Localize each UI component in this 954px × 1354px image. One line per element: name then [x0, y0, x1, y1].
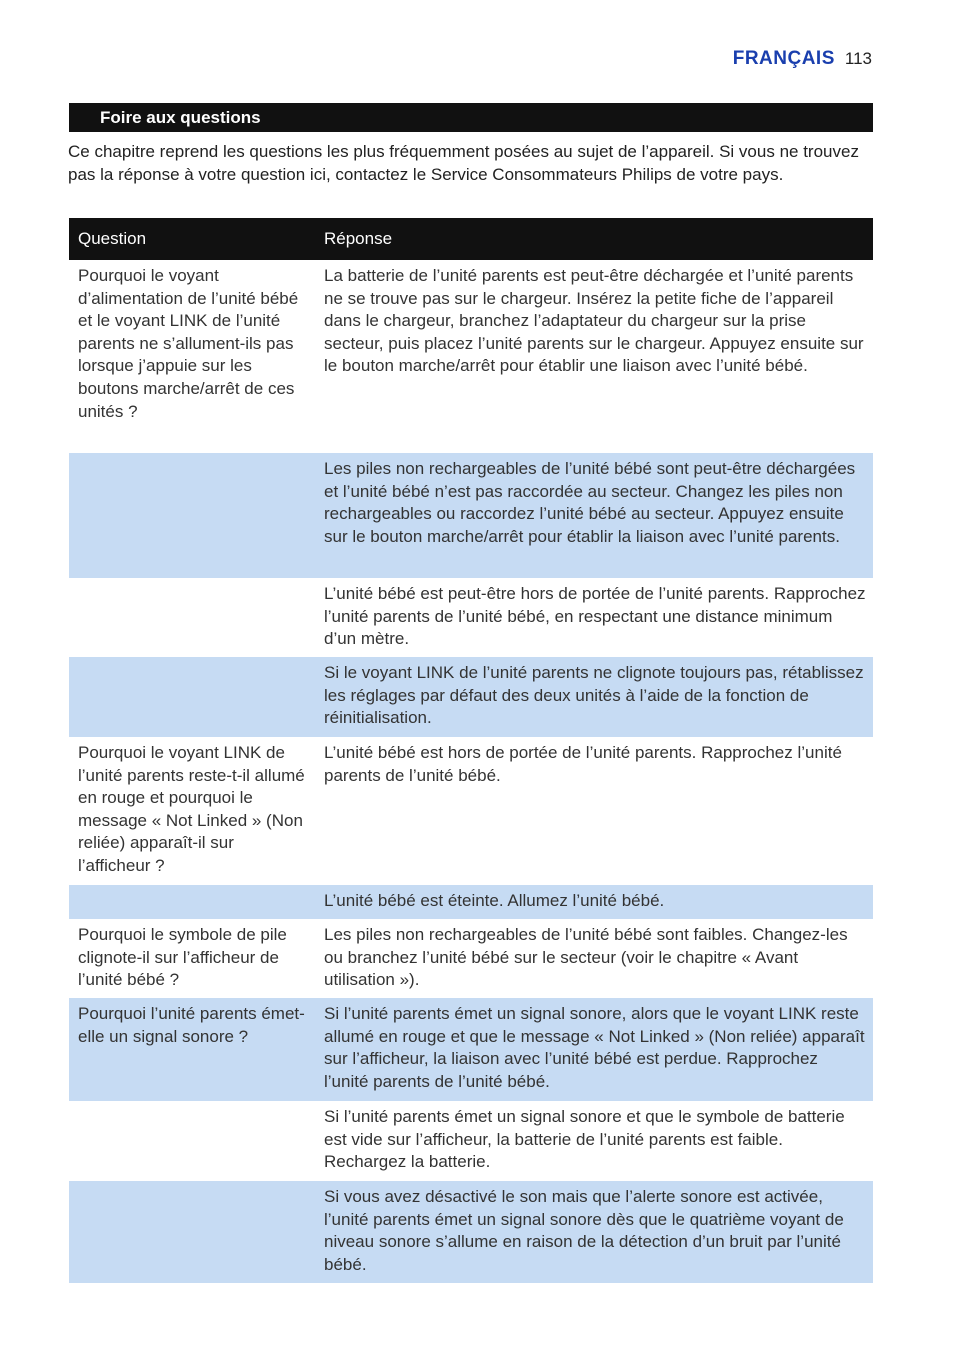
question-cell: Pourquoi le symbole de pile clignote-il sur l’afficheur de l’unité bébé ?	[78, 925, 287, 990]
faq-row	[69, 919, 873, 998]
page-header	[733, 48, 872, 70]
question-cell: Pourquoi le voyant d’alimentation de l’unité bébé et le voyant LINK de l’unité parents ne s’allument-ils pas lorsque j’appuie sur les boutons marche/arrêt de ces unités ?	[78, 266, 299, 421]
answer-cell: Si le voyant LINK de l’unité parents ne clignote toujours pas, rétablissez les réglages par défaut des deux unités à l’aide de la fonction de réinitialisation.	[315, 657, 873, 737]
faq-header-row	[69, 218, 873, 260]
faq-row	[69, 578, 873, 657]
faq-row	[69, 1181, 873, 1283]
faq-table	[69, 218, 873, 1283]
question-cell	[69, 578, 315, 657]
faq-row	[69, 737, 873, 885]
faq-row	[69, 998, 873, 1101]
faq-row	[69, 453, 873, 578]
answer-cell: L’unité bébé est hors de portée de l’unité parents. Rapprochez l’unité parents de l’unité bébé.	[324, 743, 842, 785]
question-cell	[69, 1101, 315, 1181]
question-cell: Pourquoi le voyant LINK de l’unité parents reste-t-il allumé en rouge et pourquoi le message « Not Linked » (Non reliée) apparaît-il sur l’afficheur ?	[78, 743, 305, 875]
question-cell	[69, 453, 315, 578]
question-cell: Pourquoi l’unité parents émet-elle un signal sonore ?	[69, 998, 315, 1101]
section-title: Foire aux questions	[100, 108, 261, 127]
answer-cell: Si l’unité parents émet un signal sonore, alors que le voyant LINK reste allumé en rouge et que le message « Not Linked » (Non reliée) apparaît sur l’afficheur, la liaison avec l’unité bébé est perdue. Rapprochez l’unité parents de l’unité bébé.	[315, 998, 873, 1101]
faq-row	[69, 885, 873, 919]
answer-cell: Les piles non rechargeables de l’unité bébé sont peut-être déchargées et l’unité bébé n’est pas raccordée au secteur. Changez les piles non rechargeables ou raccordez l’unité bébé au secteur. Appuyez ensuite sur le bouton marche/arrêt pour établir la liaison avec l’unité parents.	[315, 453, 873, 578]
faq-row	[69, 657, 873, 737]
answer-cell: Si l’unité parents émet un signal sonore et que le symbole de batterie est vide sur l’afficheur, la batterie de l’unité parents est faible. Rechargez la batterie.	[324, 1107, 845, 1172]
question-cell	[69, 657, 315, 737]
language-label: FRANÇAIS	[732, 48, 835, 69]
answer-column-header: Réponse	[315, 218, 873, 260]
answer-cell: Les piles non rechargeables de l’unité bébé sont faibles. Changez-les ou branchez l’unité bébé sur le secteur (voir le chapitre « Avant utilisation »).	[324, 925, 848, 990]
question-cell	[69, 1181, 315, 1283]
faq-row	[69, 260, 873, 453]
page-number: 113	[844, 49, 872, 68]
answer-cell: La batterie de l’unité parents est peut-être déchargée et l’unité parents ne se trouve pas sur le chargeur. Insérez la petite fiche de l’appareil dans le chargeur, branchez l’adaptateur du chargeur sur la prise secteur, puis placez l’unité parents sur le chargeur. Appuyez ensuite sur le bouton marche/arrêt pour établir une liaison avec l’unité bébé.	[324, 266, 864, 376]
answer-cell: L’unité bébé est éteinte. Allumez l’unité bébé.	[315, 885, 873, 919]
section-heading-bar	[69, 103, 873, 132]
question-cell	[69, 885, 315, 919]
intro-paragraph: Ce chapitre reprend les questions les plus fréquemment posées au sujet de l’appareil. Si vous ne trouvez pas la réponse à votre question ici, contactez le Service Consommateurs Philips de votre pays.	[68, 142, 859, 184]
answer-cell: Si vous avez désactivé le son mais que l’alerte sonore est activée, l’unité parents émet un signal sonore dès que le quatrième voyant de niveau sonore s’allume en raison de la détection d’un bruit par l’unité bébé.	[315, 1181, 873, 1283]
question-column-header: Question	[69, 218, 315, 260]
answer-cell: L’unité bébé est peut-être hors de portée de l’unité parents. Rapprochez l’unité parents de l’unité bébé, en respectant une distance minimum d’un mètre.	[324, 584, 866, 649]
faq-row	[69, 1101, 873, 1181]
